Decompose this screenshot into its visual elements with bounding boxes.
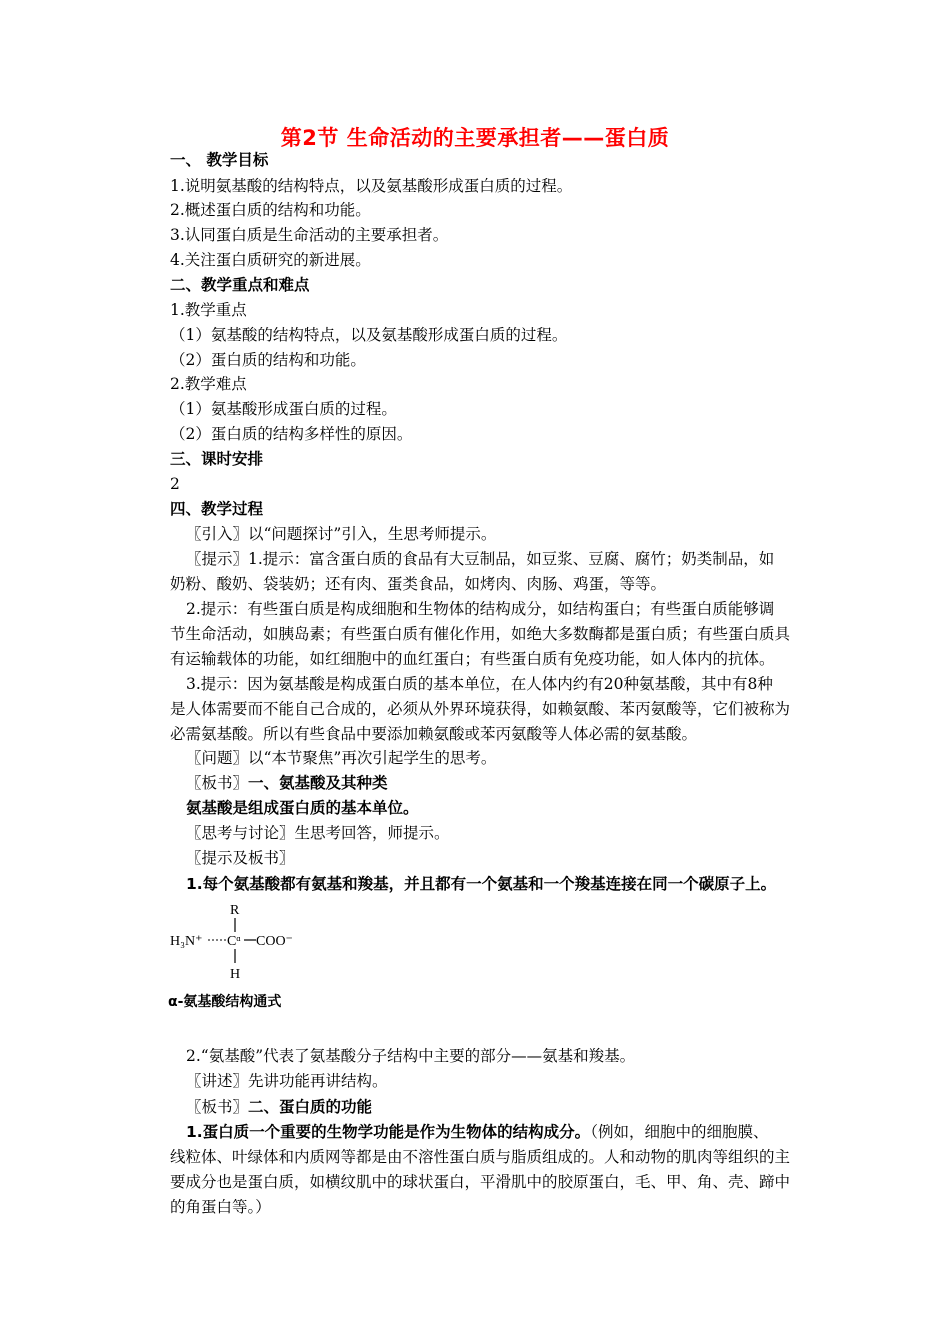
text-line (170, 274, 310, 296)
formula-h-atom: H (230, 967, 241, 982)
text-line-tail: （例如，细胞中的细胞膜、 (590, 1123, 769, 1141)
text-line-content: 的角蛋白等。） (170, 1198, 271, 1216)
text-line (186, 1096, 372, 1118)
text-line (186, 1070, 388, 1092)
formula-carboxyl-group: COO⁻ (256, 934, 293, 949)
text-line-content: 〖讲述〗先讲功能再讲结构。 (186, 1072, 388, 1090)
text-line-content: 线粒体、叶绿体和内质网等都是由不溶性蛋白质与脂质组成的。人和动物的肌肉等组织的主 (170, 1148, 791, 1166)
text-line (170, 473, 180, 495)
text-line (186, 772, 388, 794)
text-line (186, 673, 773, 695)
text-line (186, 1045, 635, 1067)
text-line-content: 2.提示：有些蛋白质是构成细胞和生物体的结构成分，如结构蛋白；有些蛋白质能够调 (186, 600, 775, 618)
text-line (170, 723, 697, 745)
text-line-content: 〖提示〗1.提示：富含蛋白质的食品有大豆制品，如豆浆、豆腐、腐竹；奶类制品，如 (186, 550, 775, 568)
text-line-content: 四、教学过程 (170, 500, 264, 518)
text-line-content: 〖思考与讨论〗生思考回答，师提示。 (186, 824, 450, 842)
document-title: 第2节 生命活动的主要承担者——蛋白质 (280, 126, 670, 150)
formula-caption: α-氨基酸结构通式 (168, 994, 282, 1010)
text-line-content: 三、课时安排 (170, 450, 264, 468)
text-line (170, 1171, 790, 1193)
text-line (170, 698, 790, 720)
text-line-content: 〖问题〗以“本节聚焦”再次引起学生的思考。 (186, 749, 497, 767)
text-line (170, 373, 247, 395)
text-line (170, 448, 263, 470)
text-line-content: 节生命活动，如胰岛素；有些蛋白质有催化作用，如绝大多数酶都是蛋白质；有些蛋白质具 (170, 625, 791, 643)
text-line-content: 一、 教学目标 (170, 151, 269, 169)
text-line (170, 573, 666, 595)
text-line-content: （2）蛋白质的结构和功能。 (170, 351, 366, 369)
text-line (186, 847, 295, 869)
text-line-content: （1）氨基酸形成蛋白质的过程。 (170, 400, 397, 418)
text-line (170, 398, 397, 420)
text-line-content: 有运输载体的功能，如红细胞中的血红蛋白；有些蛋白质有免疫功能，如人体内的抗体。 (170, 650, 775, 668)
text-line-bold-tail: 一、氨基酸及其种类 (248, 774, 388, 792)
text-line-content: 是人体需要而不能自己合成的，必须从外界环境获得，如赖氨酸、苯丙氨酸等，它们被称为 (170, 700, 791, 718)
text-line (170, 249, 371, 271)
text-line-content: （2）蛋白质的结构多样性的原因。 (170, 425, 413, 443)
text-line-content: 〖板书〗 (186, 774, 249, 792)
text-line (170, 1146, 790, 1168)
text-line (186, 1121, 768, 1143)
text-line (170, 324, 567, 346)
text-line (186, 797, 419, 819)
amino-acid-formula (168, 898, 328, 988)
text-line (170, 149, 268, 171)
text-line-content: 3.提示：因为氨基酸是构成蛋白质的基本单位，在人体内约有20种氨基酸，其中有8种 (186, 675, 773, 693)
text-line-content: 1.每个氨基酸都有氨基和羧基，并且都有一个氨基和一个羧基连接在同一个碳原子上。 (186, 875, 777, 893)
amino-acid-structure-diagram (168, 898, 328, 988)
text-line-content: 〖提示及板书〗 (186, 849, 295, 867)
text-line (186, 822, 450, 844)
text-line (186, 598, 774, 620)
text-line-content: 〖引入〗以“问题探讨”引入，生思考师提示。 (186, 525, 497, 543)
text-line-content: 2.“氨基酸”代表了氨基酸分子结构中主要的部分——氨基和羧基。 (186, 1047, 636, 1065)
text-line (170, 199, 371, 221)
text-line-content: 1.蛋白质一个重要的生物学功能是作为生物体的结构成分。 (186, 1123, 591, 1141)
formula-amino-group: H₃N⁺ (170, 934, 203, 949)
text-line (170, 224, 448, 246)
text-line (186, 873, 776, 895)
text-line-content: 二、教学重点和难点 (170, 276, 310, 294)
text-line-content: 奶粉、酸奶、袋装奶；还有肉、蛋类食品，如烤肉、肉肠、鸡蛋，等等。 (170, 575, 667, 593)
text-line-content: 必需氨基酸。所以有些食品中要添加赖氨酸或苯丙氨酸等人体必需的氨基酸。 (170, 725, 698, 743)
text-line-content: 要成分也是蛋白质，如横纹肌中的球状蛋白，平滑肌中的胶原蛋白，毛、甲、角、壳、蹄中 (170, 1173, 791, 1191)
text-line (170, 623, 790, 645)
text-line-content: 3.认同蛋白质是生命活动的主要承担者。 (170, 226, 449, 244)
formula-r-group: R (230, 903, 240, 918)
text-line (186, 548, 774, 570)
text-line-content: 〖板书〗 (186, 1098, 249, 1116)
text-line-content: （1）氨基酸的结构特点，以及氨基酸形成蛋白质的过程。 (170, 326, 568, 344)
formula-alpha-carbon: Cᵅ (227, 934, 241, 949)
text-line (170, 349, 366, 371)
text-line-content: 2.概述蛋白质的结构和功能。 (170, 201, 371, 219)
text-line-content: 2.教学难点 (170, 375, 247, 393)
text-line (186, 523, 496, 545)
text-line (170, 175, 572, 197)
text-line-content: 1.教学重点 (170, 301, 247, 319)
text-line-content: 2 (170, 475, 180, 493)
text-line-bold-tail: 二、蛋白质的功能 (248, 1098, 373, 1116)
text-line-content: 4.关注蛋白质研究的新进展。 (170, 251, 371, 269)
text-line-content: 1.说明氨基酸的结构特点，以及氨基酸形成蛋白质的过程。 (170, 177, 573, 195)
text-line (170, 423, 412, 445)
text-line (170, 498, 263, 520)
text-line (186, 747, 496, 769)
text-line (170, 648, 775, 670)
text-line-content: 氨基酸是组成蛋白质的基本单位。 (186, 799, 419, 817)
text-line (170, 299, 247, 321)
text-line (170, 1196, 271, 1218)
